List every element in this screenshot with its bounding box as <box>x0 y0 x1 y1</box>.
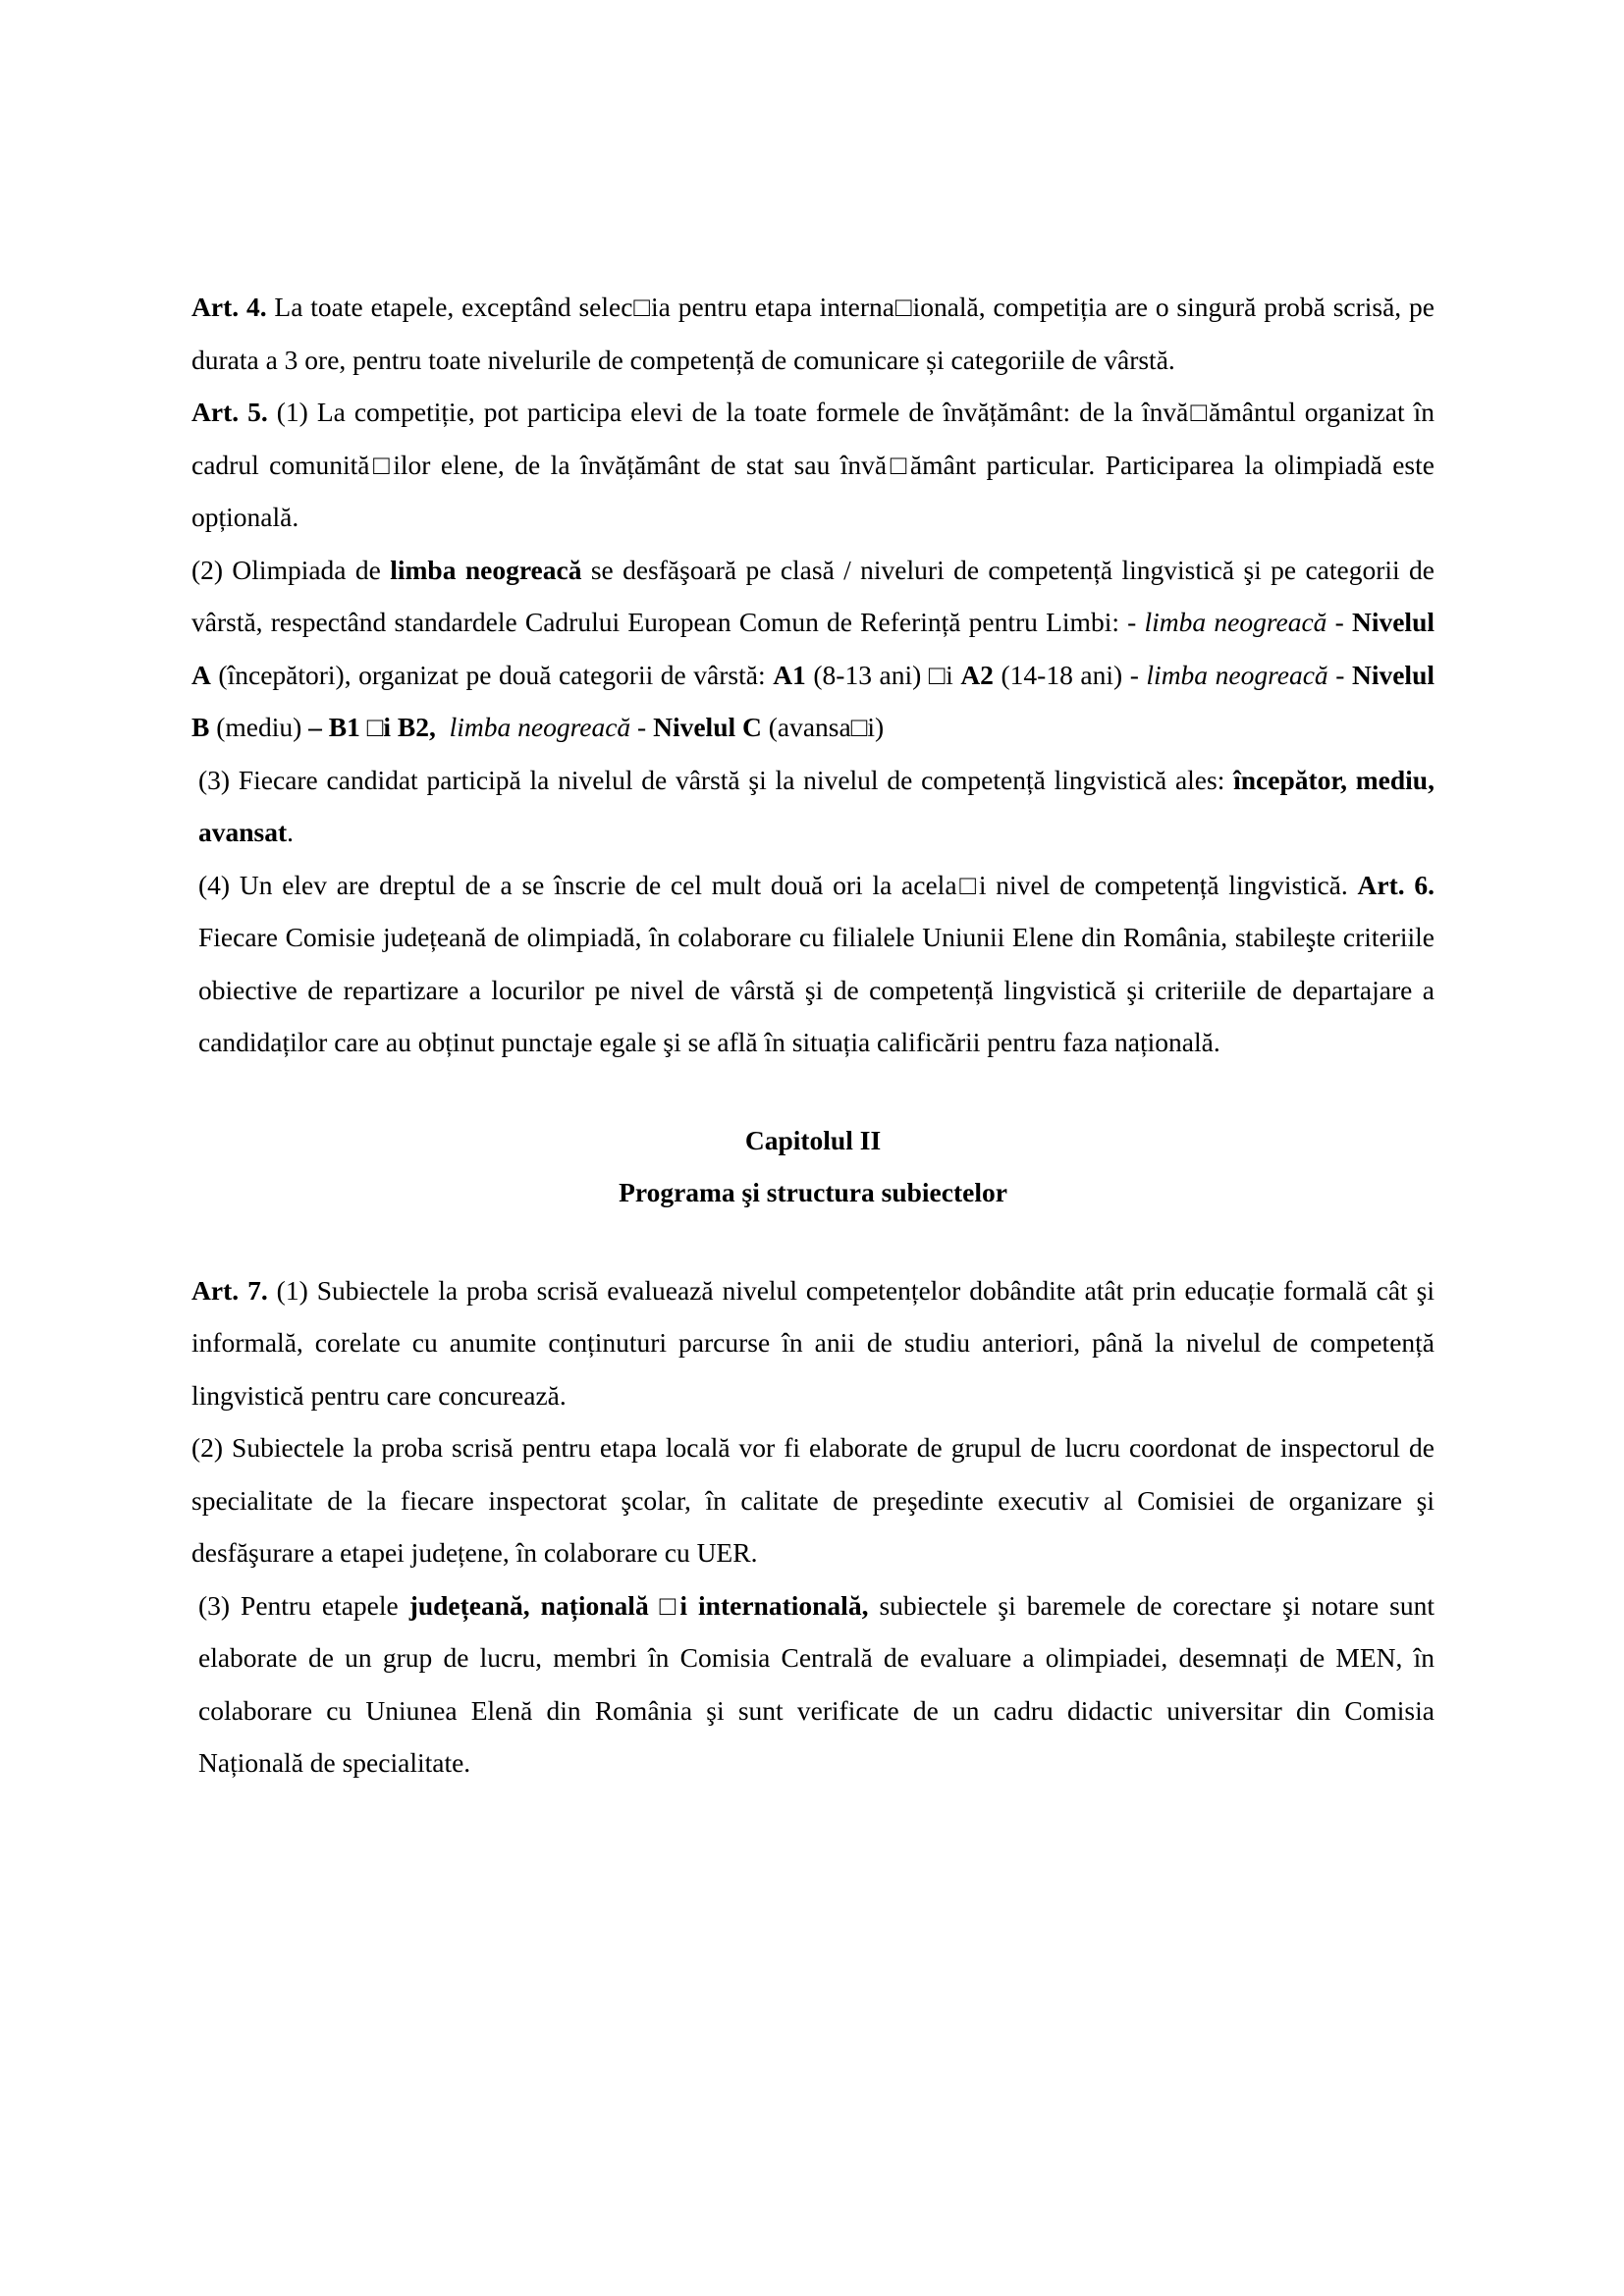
text-run: (14-18 ani) - <box>993 659 1147 690</box>
text-run: subiectele şi baremele de corectare şi notare sunt elaborate de un grup de lucru, membri în Comisia Centrală de evaluare a olimpiadei, desemnați de MEN, în colaborare cu Uniunea Elenă din România şi sunt verificate de un cadru didactic universitar din Comisia Națională de specialitate. <box>198 1589 1435 1778</box>
text-run: (4) Un elev are dreptul de a se înscrie de cel mult două ori la acela□i nivel de competență lingvistică. <box>198 869 1358 900</box>
article-text: (1) Subiectele la proba scrisă evaluează nivelul competențelor dobândite atât prin educație formală cât şi informală, corelate cu anumite conținuturi parcurse în anii de studiu anteriori, până la nivelul de competență lingvistică pentru care concurează. <box>191 1274 1435 1411</box>
article-5-para-4-and-article-6 <box>191 859 1435 1069</box>
article-label: Art. 6. <box>1357 869 1435 900</box>
bold-text: Nivelul B <box>191 659 1435 742</box>
spacer <box>191 1069 1435 1114</box>
text-run: (mediu) <box>209 712 309 742</box>
text-run: (2) Olimpiada de <box>191 554 391 585</box>
text-run: - <box>1326 607 1352 637</box>
article-5-para-2 <box>191 544 1435 754</box>
article-7-para-3 <box>191 1579 1435 1789</box>
bold-text: Nivelul C <box>653 712 762 742</box>
article-text: Fiecare Comisie județeană de olimpiadă, în colaborare cu filialele Uniunii Elene din România, stabileşte criteriile obiective de repartizare a locurilor pe nivel de vârstă şi de competență lingvistică şi criteriile de departajare a candidaților care au obținut punctaje egale şi se află în situația calificării pentru faza națională. <box>198 922 1435 1057</box>
text-run: se desfăşoară pe clasă / niveluri de competență lingvistică şi pe categorii de vârstă, respectând standardele Cadrului European Comun de Referință pentru Limbi: - <box>191 554 1435 637</box>
article-7-para-1 <box>191 1264 1435 1422</box>
bold-text: Nivelul A <box>191 607 1435 690</box>
italic-text: limba neogreacă <box>1146 659 1328 690</box>
article-7-para-2: (2) Subiectele la proba scrisă pentru etapa locală vor fi elaborate de grupul de lucru coordonat de inspectorul de specialitate de la fiecare inspectorat şcolar, în calitate de preşedinte executiv al Comisiei de organizare şi desfăşurare a etapei județene, în colaborare cu UER. <box>191 1432 1435 1568</box>
text-run: - <box>1327 659 1352 690</box>
italic-text: limba neogreacă <box>1144 607 1327 637</box>
text-run: (3) Fiecare candidat participă la nivelul de vârstă şi la nivelul de competență lingvistică ales: <box>198 764 1234 795</box>
text-run <box>436 712 450 742</box>
article-text: La toate etapele, exceptând selec□ia pentru etapa interna□ională, competiția are o singură probă scrisă, pe durata a 3 ore, pentru toate nivelurile de competență de comunicare și categoriile de vârstă. <box>191 292 1435 375</box>
page-content <box>191 281 1435 1789</box>
chapter-number: Capitolul II <box>744 1124 882 1155</box>
bold-text: A1 <box>773 659 806 690</box>
text-run: (3) Pentru etapele <box>198 1589 409 1621</box>
spacer <box>191 1219 1435 1264</box>
article-label: Art. 4. <box>191 292 267 322</box>
article-label: Art. 7. <box>191 1274 268 1306</box>
bold-text: A2 <box>960 659 994 690</box>
article-4 <box>191 281 1435 386</box>
text-run: - <box>630 712 654 742</box>
text-run: . <box>287 817 295 847</box>
bold-text: începător, mediu, avansat <box>198 764 1435 847</box>
bold-text: județeană, națională □i internatională, <box>408 1589 869 1621</box>
article-5-para-1 <box>191 386 1435 544</box>
text-run: (avansa□i) <box>761 712 885 742</box>
bold-text: – B1 □i B2, <box>308 712 436 742</box>
article-5-para-3 <box>191 754 1435 859</box>
bold-text: limba neogreacă <box>390 554 582 585</box>
italic-text: limba neogreacă <box>449 712 631 742</box>
article-text: (1) La competiție, pot participa elevi de la toate formele de învățământ: de la învă□ământul organizat în cadrul comunită□ilor elene, de la învățământ de stat sau învă□ământ particular. Participarea la olimpiadă este opțională. <box>191 397 1435 532</box>
chapter-title: Programa şi structura subiectelor <box>619 1177 1007 1207</box>
text-run: (8-13 ani) □i <box>805 659 961 690</box>
article-label: Art. 5. <box>191 397 268 427</box>
text-run: (începători), organizat pe două categorii de vârstă: <box>210 659 774 690</box>
